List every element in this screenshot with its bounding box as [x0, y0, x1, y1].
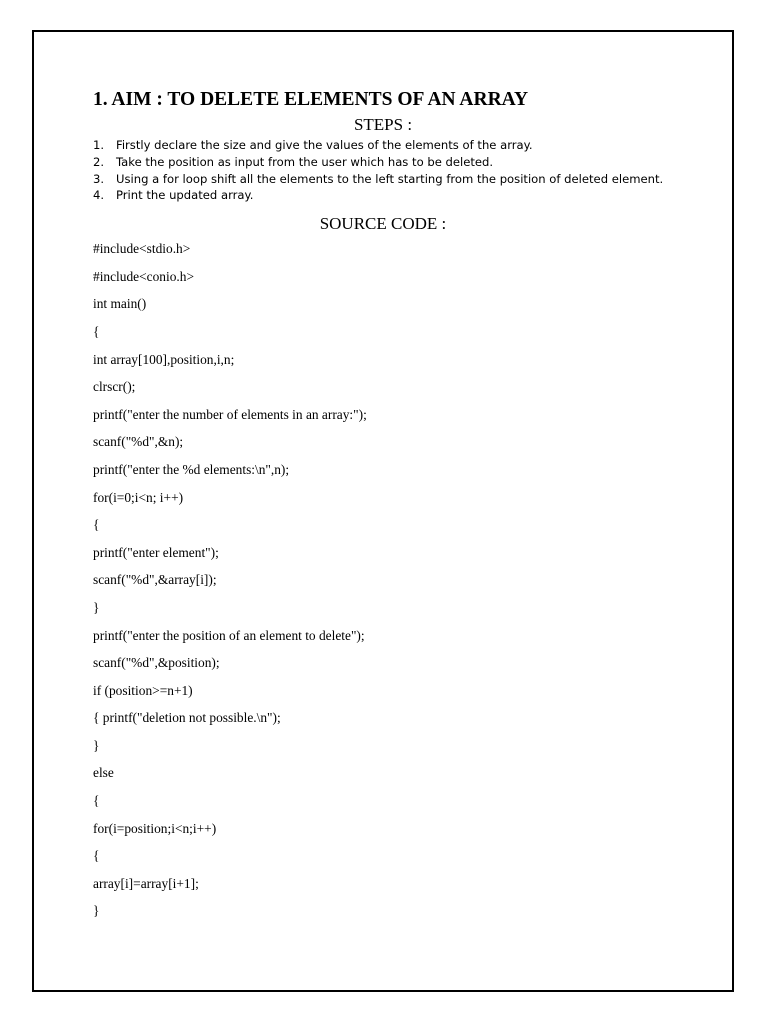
aim-heading: 1. AIM : TO DELETE ELEMENTS OF AN ARRAY — [93, 89, 529, 110]
code-line: else — [93, 765, 114, 781]
code-line: { — [93, 793, 100, 809]
code-line: printf("enter element"); — [93, 544, 219, 560]
code-line: } — [93, 737, 100, 753]
code-line: scanf("%d",&n); — [93, 434, 184, 450]
code-line: #include<stdio.h> — [93, 241, 191, 257]
code-line: printf("enter the position of an element to delete"); — [93, 627, 365, 643]
code-line: { — [93, 848, 100, 864]
step-item — [93, 187, 713, 204]
code-line: clrscr(); — [93, 379, 136, 395]
code-line: for(i=0;i<n; i++) — [93, 489, 184, 505]
step-number: 2. — [93, 154, 105, 169]
code-line: #include<conio.h> — [93, 268, 195, 284]
code-line: scanf("%d",&array[i]); — [93, 572, 217, 588]
step-number: 3. — [93, 171, 105, 186]
source-code-block — [93, 240, 713, 930]
code-line: int main() — [93, 296, 147, 312]
code-line: if (position>=n+1) — [93, 682, 193, 698]
steps-list — [93, 137, 713, 204]
code-line: { — [93, 323, 100, 339]
code-line: { — [93, 517, 100, 533]
code-line: int array[100],position,i,n; — [93, 351, 235, 367]
step-text: Using a for loop shift all the elements to the left starting from the position of deleted element. — [116, 171, 664, 186]
code-line: printf("enter the number of elements in an array:"); — [93, 406, 367, 422]
code-line: } — [93, 903, 100, 919]
document-content — [93, 86, 713, 930]
source-code-heading: SOURCE CODE : — [319, 214, 447, 234]
step-item — [93, 137, 713, 154]
step-number: 4. — [93, 188, 105, 203]
step-number: 1. — [93, 138, 105, 152]
steps-heading: STEPS : — [353, 115, 413, 134]
step-item — [93, 171, 713, 188]
code-line: printf("enter the %d elements:\n",n); — [93, 461, 290, 477]
code-line: { printf("deletion not possible.\n"); — [93, 710, 281, 726]
code-line: array[i]=array[i+1]; — [93, 875, 199, 891]
code-line: scanf("%d",&position); — [93, 655, 220, 671]
code-line: for(i=position;i<n;i++) — [93, 820, 217, 836]
step-item — [93, 154, 713, 171]
step-text: Take the position as input from the user which has to be deleted. — [116, 154, 494, 169]
code-line: } — [93, 599, 100, 615]
step-text: Print the updated array. — [116, 188, 254, 203]
step-text: Firstly declare the size and give the values of the elements of the array. — [116, 138, 533, 152]
